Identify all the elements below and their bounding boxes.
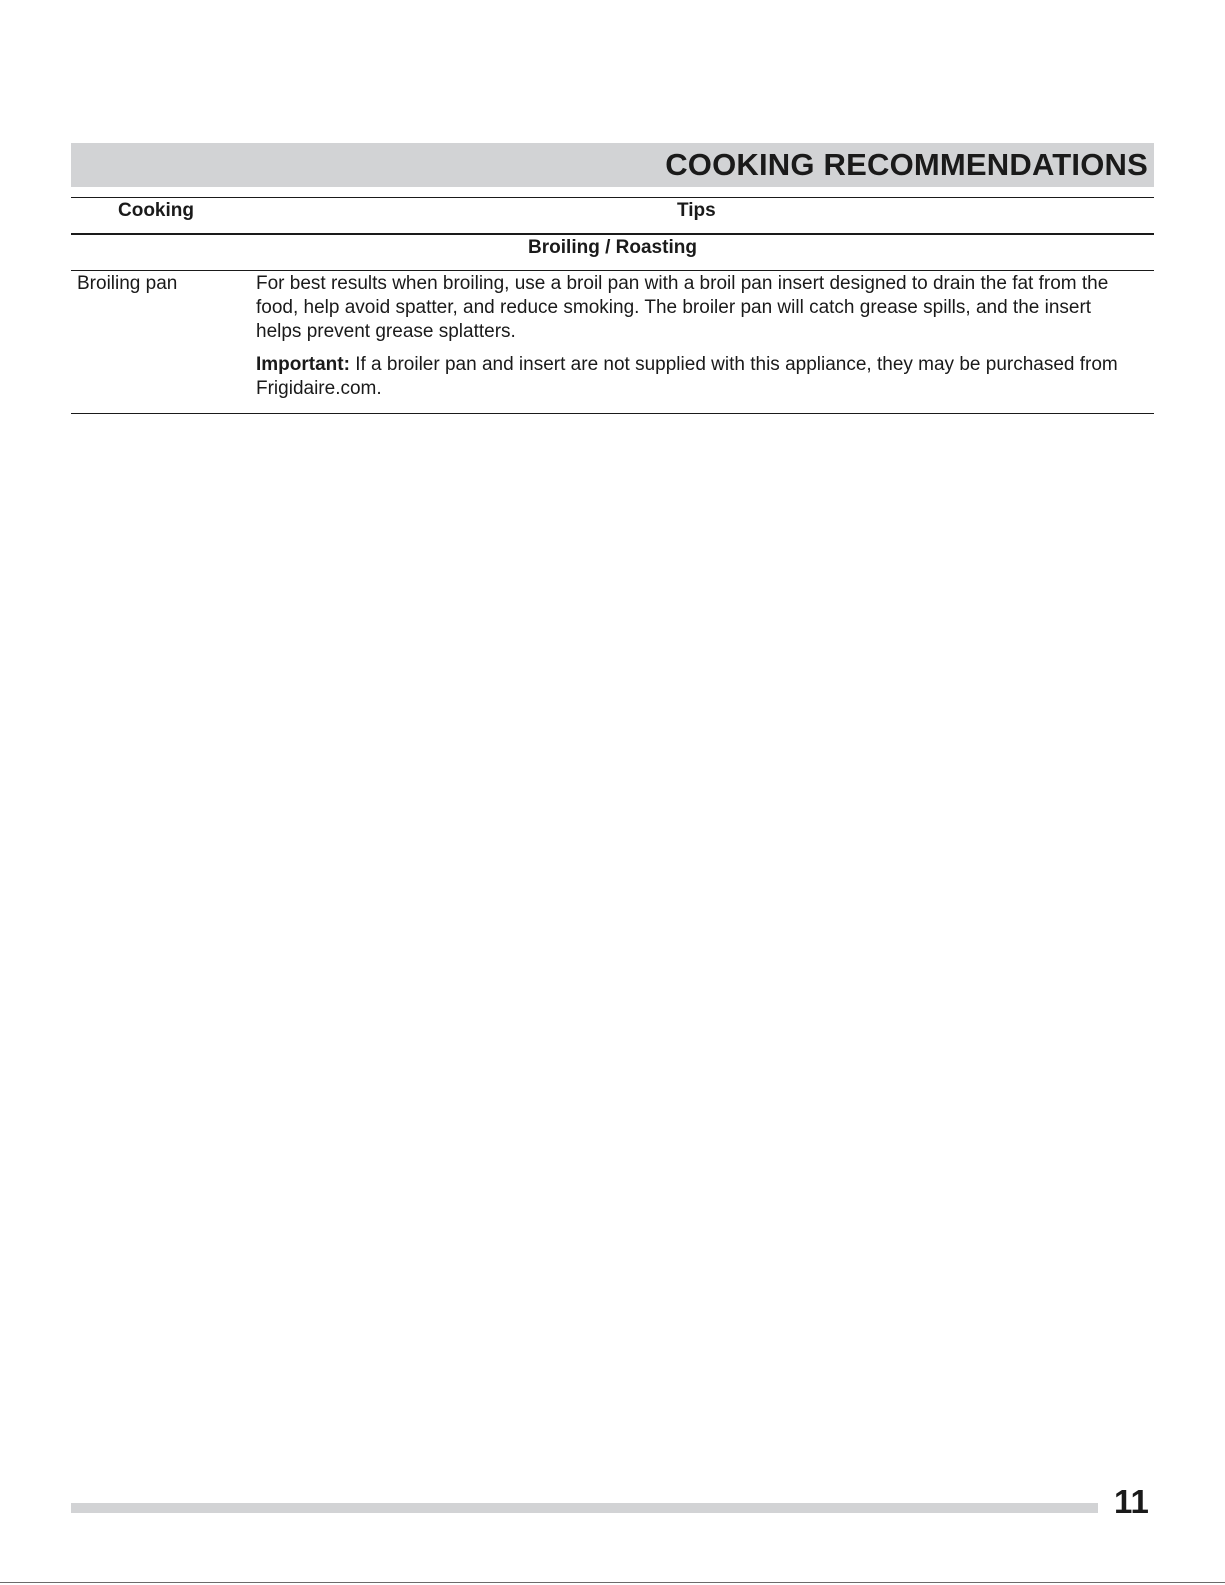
- important-text: If a broiler pan and insert are not supplied with this appliance, they may be purchased from Frigidaire.com.: [256, 354, 1118, 399]
- footer-bar: [71, 1503, 1098, 1513]
- column-header-cooking: Cooking: [118, 200, 194, 221]
- page-number: 11: [1114, 1483, 1149, 1520]
- page-bottom-edge: [0, 1582, 1225, 1583]
- important-label: Important:: [256, 354, 350, 375]
- tip-paragraph: [256, 272, 1136, 344]
- table-row-label: Broiling pan: [77, 273, 178, 294]
- table-bottom-rule: [71, 413, 1154, 414]
- table-top-rule: [71, 197, 1154, 198]
- section-title-band: [71, 143, 1154, 187]
- table-header-rule: [71, 233, 1154, 235]
- page-title: COOKING RECOMMENDATIONS: [665, 147, 1148, 182]
- table-section-heading: Broiling / Roasting: [528, 237, 697, 258]
- column-header-tips: Tips: [677, 200, 716, 221]
- tip-important-paragraph: [256, 353, 1136, 401]
- table-section-rule: [71, 270, 1154, 271]
- tip-text: For best results when broiling, use a broil pan with a broil pan insert designed to drain the fat from the food, help avoid spatter, and reduce smoking. The broiler pan will catch grease spills, and the insert helps prevent grease splatters.: [256, 273, 1109, 342]
